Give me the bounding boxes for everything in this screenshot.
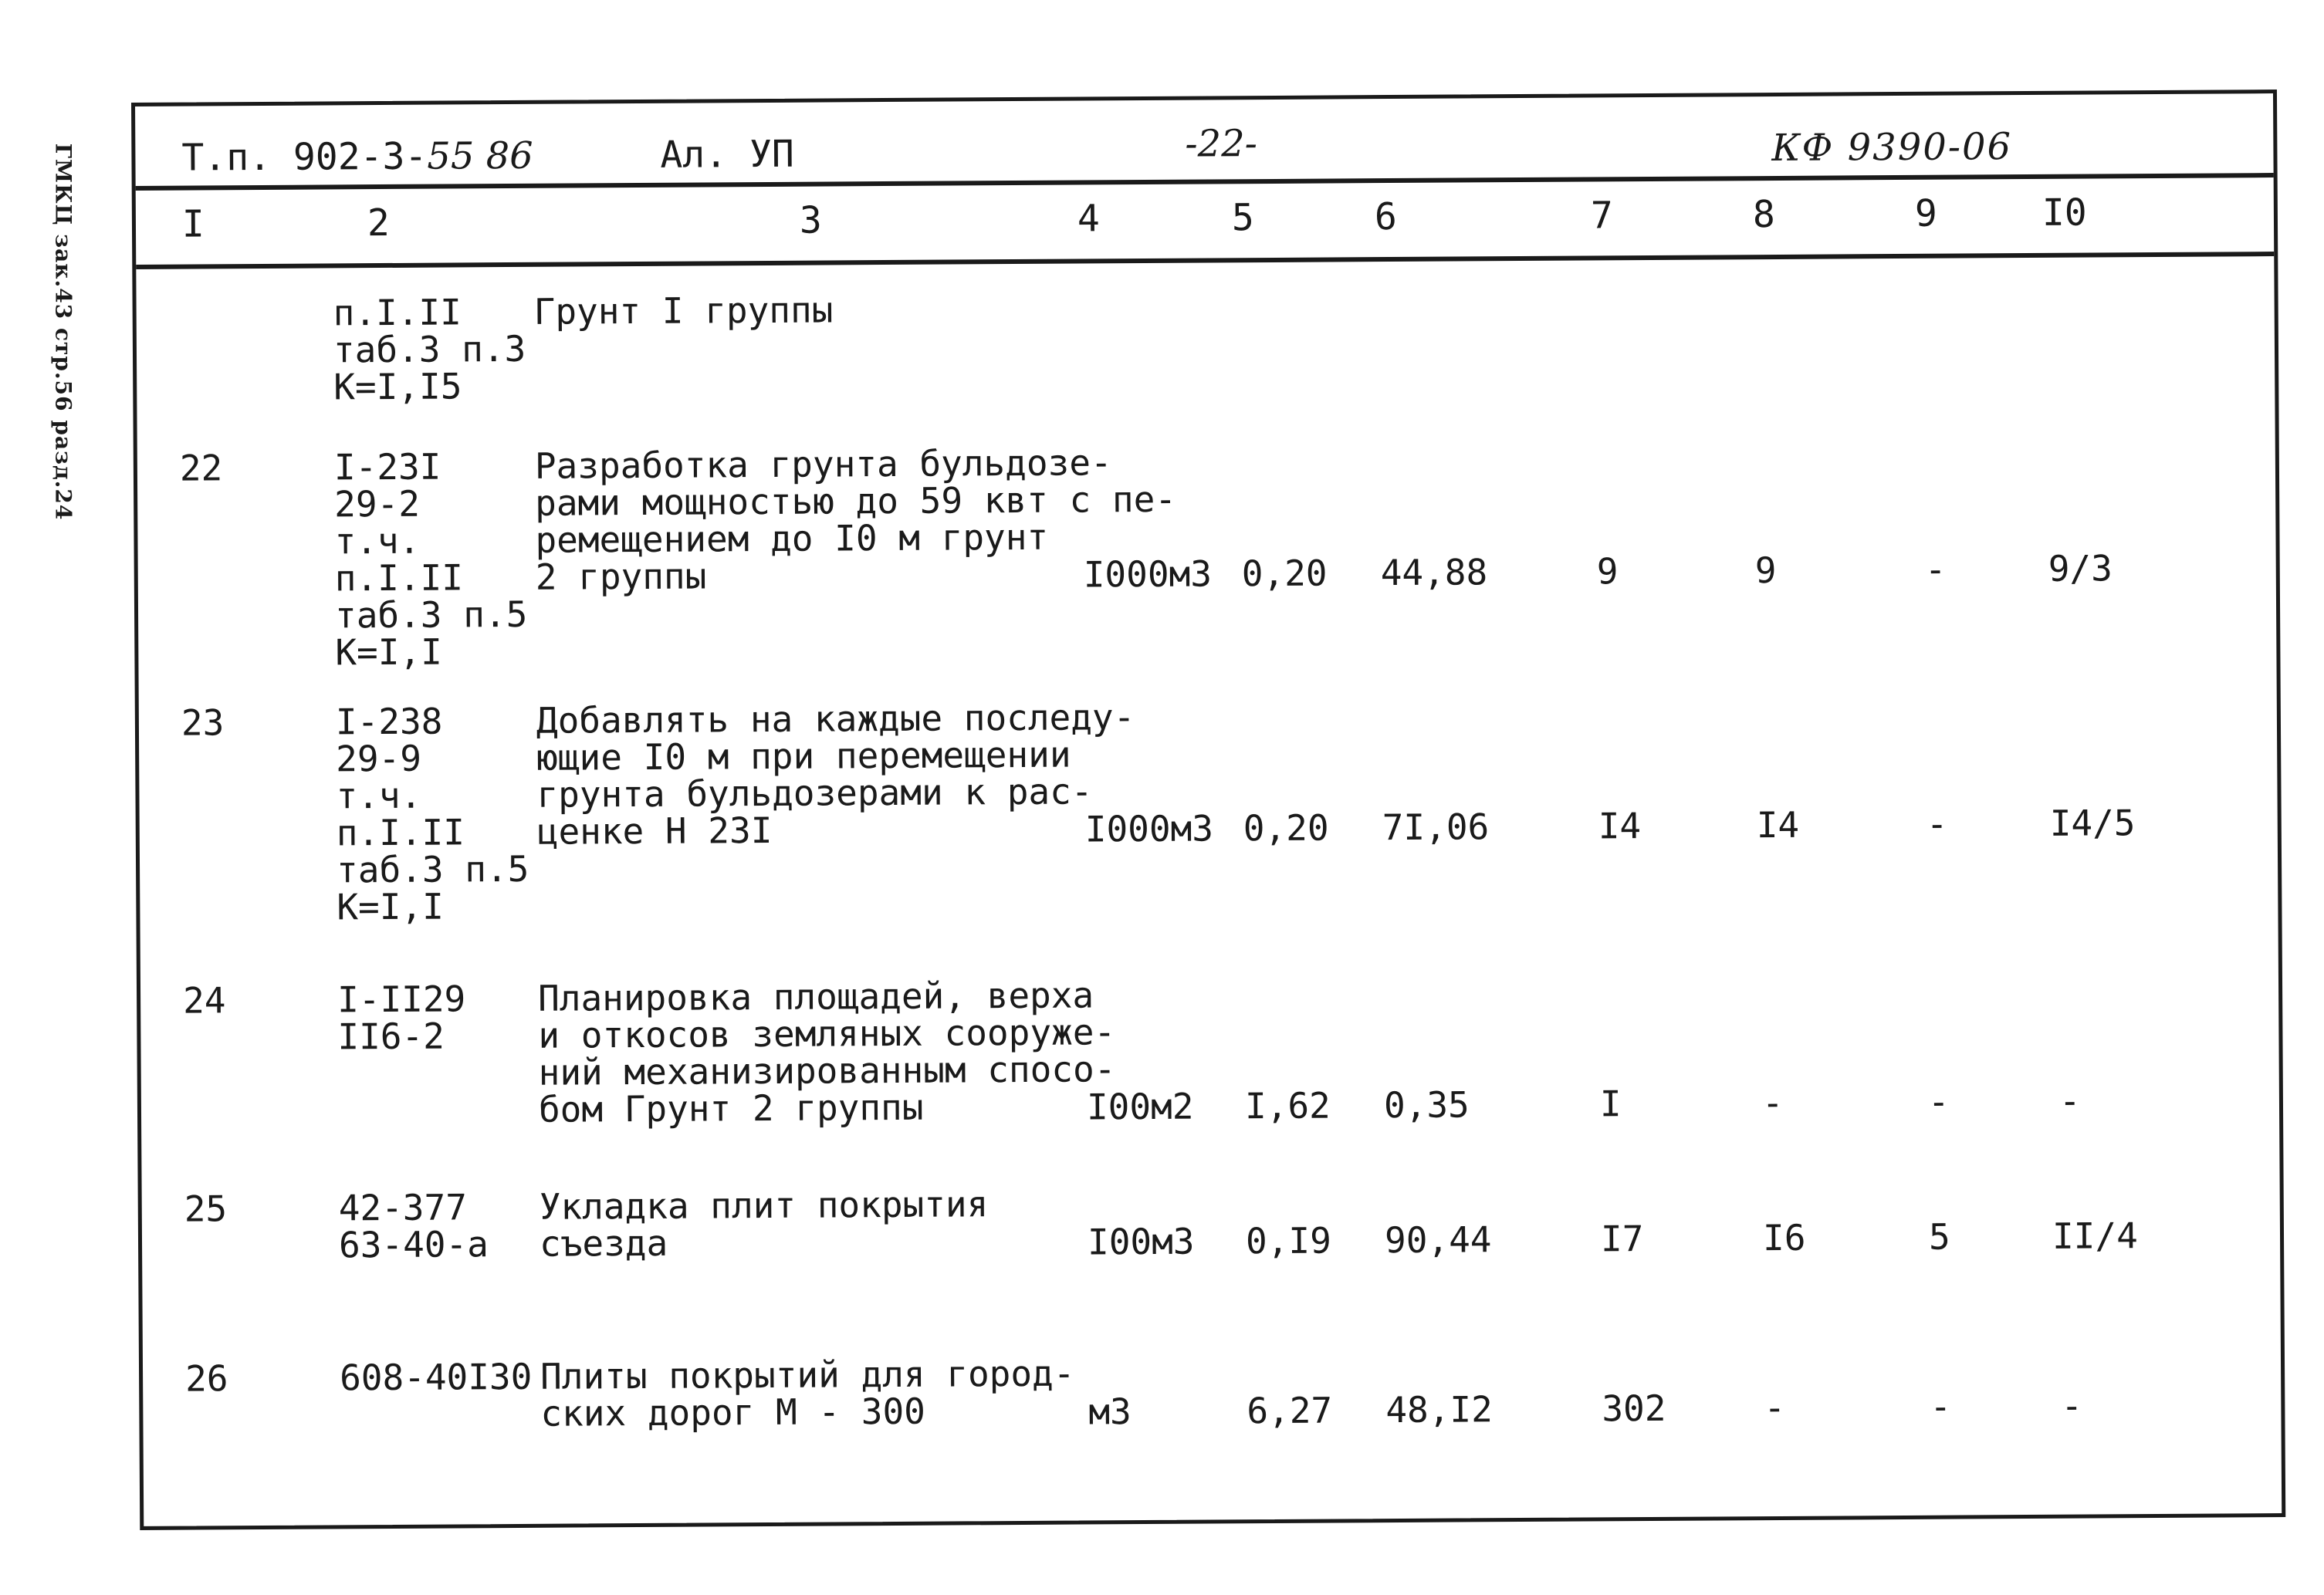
- table-row-unit: м3: [1088, 1391, 1132, 1433]
- table-row-col9: -: [1924, 548, 1947, 590]
- table-row-price: 90,44: [1384, 1218, 1492, 1262]
- table-row-description: Укладка плит покрытия съезда: [539, 1183, 989, 1265]
- table-row-description: Плиты покрытий для город- ских дорог М - 300: [540, 1352, 1075, 1434]
- margin-stamp: [40, 116, 86, 548]
- table-row-number: 23: [181, 701, 225, 744]
- table-row-col8: 9: [1754, 549, 1777, 592]
- project-number-prefix: Т.п. 902-3-: [181, 134, 428, 180]
- table-row-col7: I4: [1598, 805, 1642, 847]
- table-row-col8: I6: [1762, 1216, 1806, 1259]
- page-number: -22-: [1185, 122, 1258, 166]
- table-row-code: I-23I 29-2 т.ч. п.I.II таб.3 п.5 К=I,I: [333, 445, 528, 674]
- table-row-col7: 9: [1596, 550, 1619, 593]
- table-row-col7: I: [1599, 1083, 1622, 1125]
- table-row-number: 22: [179, 447, 223, 489]
- column-number-6: 6: [1374, 194, 1398, 239]
- table-row-code: I-238 29-9 т.ч. п.I.II таб.3 п.5 К=I,I: [335, 700, 529, 928]
- table-row-number: 26: [184, 1357, 228, 1400]
- table-row-col9: -: [1930, 1385, 1952, 1428]
- margin-stamp-text: ГМКЦ зак.43 стр.56 разд.24: [50, 143, 76, 521]
- table-row-number: 25: [184, 1188, 228, 1230]
- column-number-2: 2: [367, 201, 391, 245]
- table-row-price: 0,35: [1383, 1083, 1470, 1127]
- column-number-9: 9: [1914, 191, 1937, 235]
- column-header-divider: [136, 252, 2274, 269]
- project-number-handwritten: 55 86: [427, 133, 533, 178]
- table-row-col8: I4: [1756, 803, 1800, 846]
- column-number-1: I: [181, 202, 205, 246]
- table-row-quantity: 0,20: [1243, 806, 1329, 850]
- table-row-unit: I00м3: [1087, 1220, 1195, 1263]
- table-row-unit: I000м3: [1083, 553, 1213, 596]
- table-row-col9: -: [1926, 803, 1948, 845]
- table-row-price: 44,88: [1380, 551, 1488, 594]
- table-row-col9: 5: [1928, 1215, 1950, 1258]
- table-row-quantity: I,62: [1244, 1084, 1331, 1127]
- table-row-unit: I000м3: [1084, 807, 1214, 850]
- table-row-col9: -: [1927, 1080, 1950, 1123]
- column-number-8: 8: [1752, 192, 1776, 237]
- table-row-code: 42-377 63-40-а: [338, 1186, 489, 1266]
- table-row-price: 7I,06: [1382, 806, 1490, 849]
- table-row-col7: I7: [1600, 1218, 1644, 1260]
- table-row-col10: 9/3: [2048, 547, 2113, 590]
- table-row-col10: I4/5: [2049, 802, 2136, 844]
- table-row-number: 24: [182, 979, 226, 1022]
- table-row-description: Разработка грунта бульдозе- рами мощностью до 59 квт с пе- ремещением до I0 м грунт 2 группы: [534, 441, 1177, 598]
- table-row-code: 608-40I30: [339, 1355, 533, 1399]
- table-row-unit: I00м2: [1086, 1085, 1194, 1128]
- document-code: КФ 9390-06: [1771, 125, 2013, 171]
- table-frame: [131, 90, 2285, 1530]
- column-number-3: 3: [799, 198, 823, 242]
- table-row-price: 48,I2: [1385, 1388, 1494, 1431]
- table-row-quantity: 0,20: [1241, 552, 1328, 595]
- table-row-description: Планировка площадей, верха и откосов земляных сооруже- ний механизированным спосо- бом Грунт 2 группы: [537, 974, 1116, 1130]
- table-row-col8: -: [1764, 1386, 1786, 1429]
- album-label: Ал. УП: [660, 132, 794, 177]
- table-row-description: Грунт I группы: [533, 289, 834, 333]
- project-number: [181, 133, 533, 180]
- column-number-10: I0: [2042, 191, 2087, 235]
- column-number-7: 7: [1590, 194, 1614, 238]
- table-row-col10: II/4: [2052, 1215, 2138, 1257]
- table-row-col8: -: [1761, 1081, 1784, 1124]
- table-row-col7: 302: [1602, 1387, 1666, 1430]
- column-number-4: 4: [1077, 197, 1101, 241]
- table-row-col10: -: [2061, 1384, 2083, 1427]
- column-number-5: 5: [1231, 196, 1255, 240]
- table-row-description: Добавлять на каждые последу- ющие I0 м при перемещении грунта бульдозерами к рас- ценке Н 23I: [536, 696, 1135, 853]
- table-row-quantity: 0,I9: [1245, 1219, 1331, 1262]
- table-row-code: I-II29 II6-2: [337, 978, 466, 1058]
- table-row-quantity: 6,27: [1247, 1389, 1333, 1432]
- table-row-code: п.I.II таб.3 п.3 К=I,I5: [333, 291, 526, 408]
- table-row-col10: -: [2058, 1080, 2081, 1122]
